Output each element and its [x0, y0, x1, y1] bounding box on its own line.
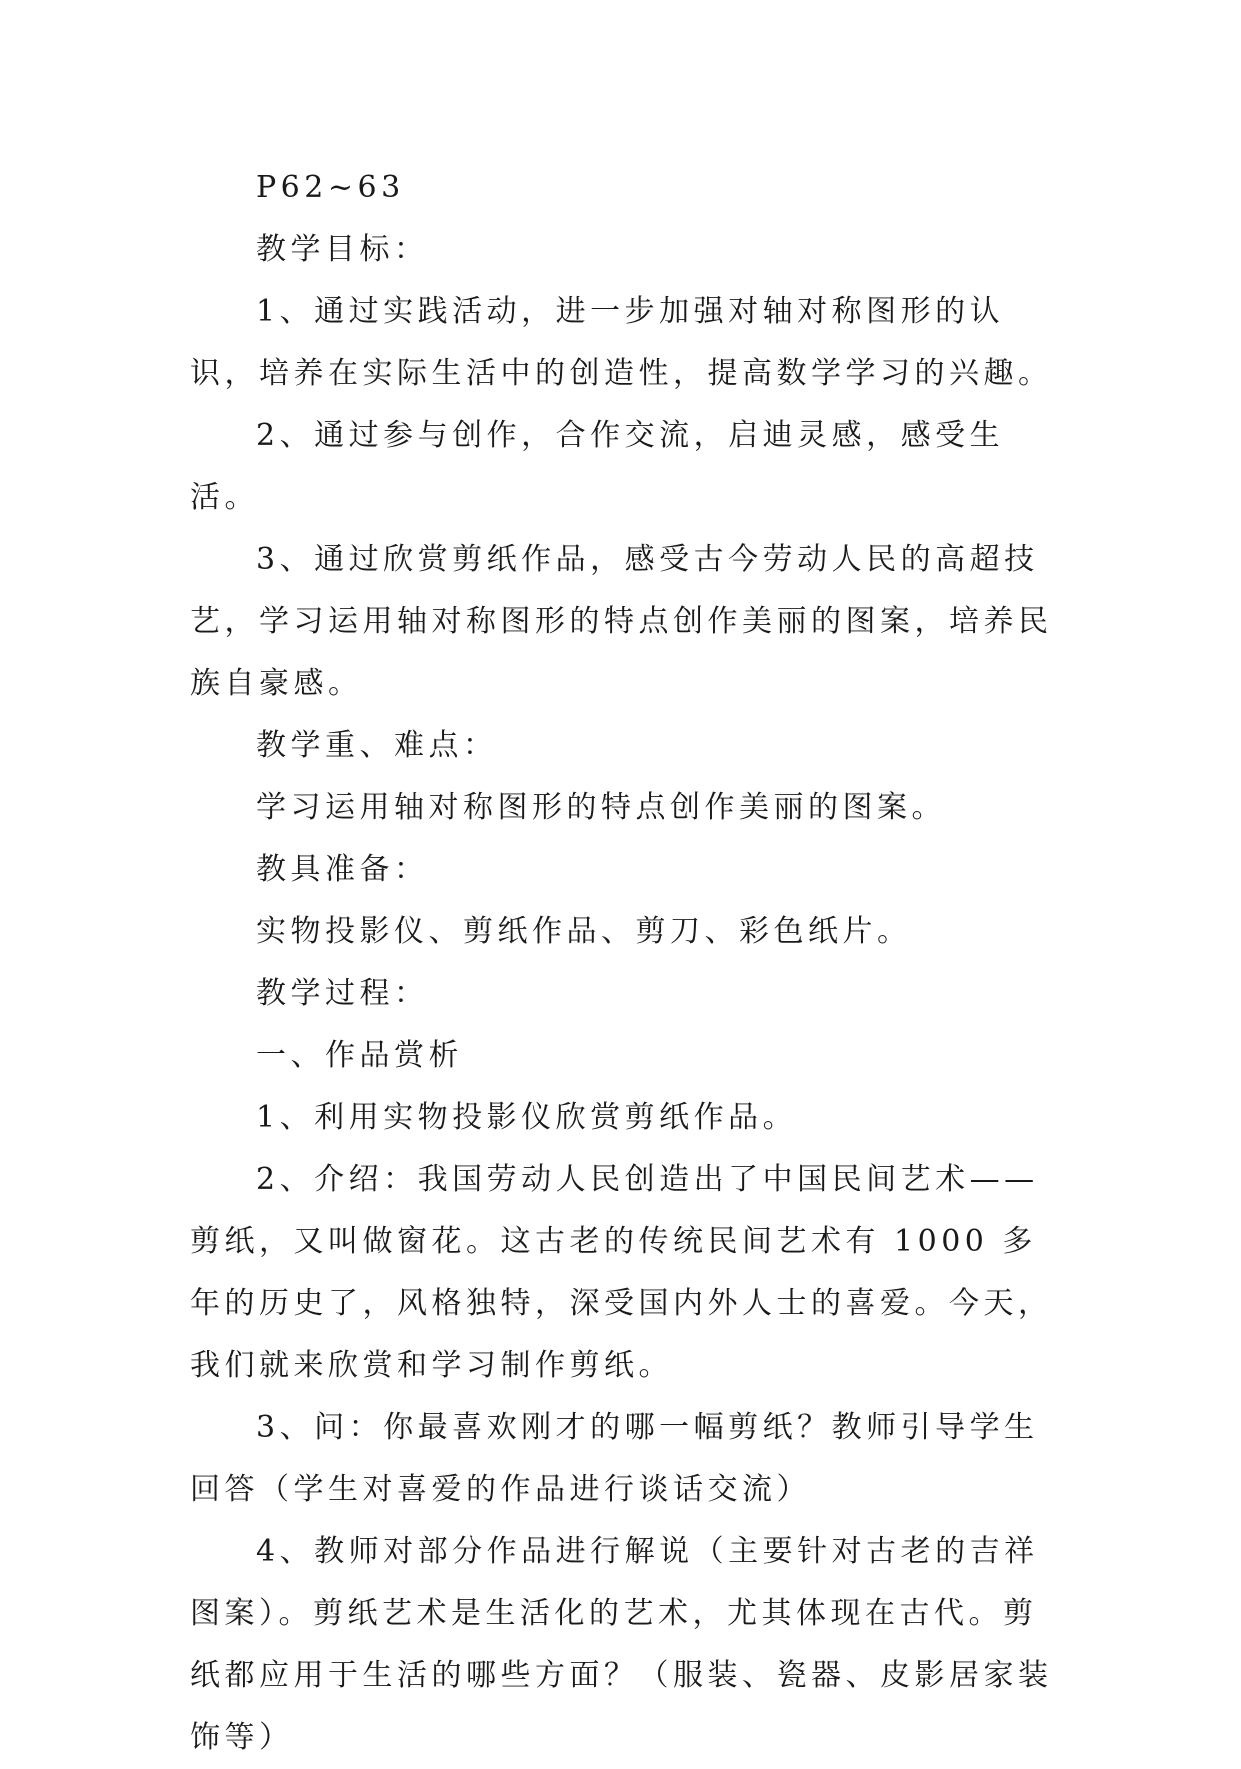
document-body: [190, 157, 1056, 1769]
objective-item: 3、通过欣赏剪纸作品，感受古今劳动人民的高超技艺，学习运用轴对称图形的特点创作美丽的图案，培养民族自豪感。: [190, 542, 1053, 701]
process-item: 1、利用实物投影仪欣赏剪纸作品。: [256, 1100, 798, 1135]
process-item: 4、教师对部分作品进行解说（主要针对古老的吉祥图案）。剪纸艺术是生活化的艺术，尤其体现在古代。剪纸都应用于生活的哪些方面？（服装、瓷器、皮影居家装饰等）: [190, 1534, 1053, 1755]
section-heading-key-points: 教学重、难点：: [256, 728, 498, 763]
section-heading-objectives: 教学目标：: [256, 232, 429, 267]
section-heading-process: 教学过程：: [256, 976, 429, 1011]
page-reference: P62~63: [256, 170, 405, 205]
objective-item: 2、通过参与创作，合作交流，启迪灵感，感受生活。: [190, 418, 1005, 515]
objective-item: 1、通过实践活动，进一步加强对轴对称图形的认识，培养在实际生活中的创造性，提高数学学习的兴趣。: [190, 294, 1053, 391]
subsection-heading: 一、作品赏析: [256, 1038, 463, 1073]
process-item: 2、介绍：我国劳动人民创造出了中国民间艺术——剪纸，又叫做窗花。这古老的传统民间艺术有 1000 多年的历史了，风格独特，深受国内外人士的喜爱。今天，我们就来欣赏和学习制作剪纸。: [190, 1162, 1053, 1383]
materials-text: 实物投影仪、剪纸作品、剪刀、彩色纸片。: [256, 914, 912, 949]
key-points-text: 学习运用轴对称图形的特点创作美丽的图案。: [256, 790, 946, 825]
process-item: 3、问：你最喜欢刚才的哪一幅剪纸？教师引导学生回答（学生对喜爱的作品进行谈话交流）: [190, 1410, 1039, 1507]
section-heading-materials: 教具准备：: [256, 852, 429, 887]
